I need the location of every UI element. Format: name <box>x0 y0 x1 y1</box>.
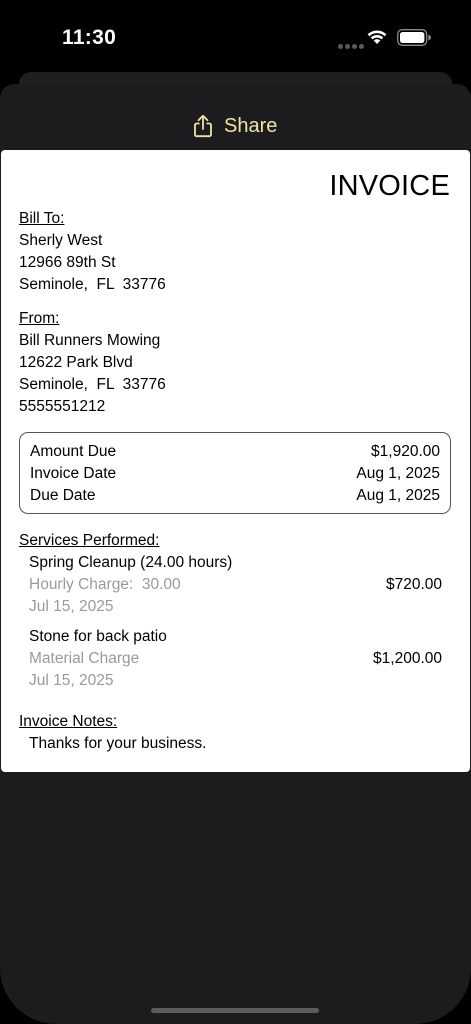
home-indicator[interactable] <box>151 1008 319 1013</box>
service-item <box>29 626 442 692</box>
bill-to-street: 12966 89th St <box>19 254 116 271</box>
service-charge: Hourly Charge: 30.00 <box>29 576 181 593</box>
summary-label: Due Date <box>30 487 96 504</box>
service-item <box>29 552 442 618</box>
bill-to-section <box>19 208 166 296</box>
summary-value: $1,920.00 <box>371 443 440 460</box>
wifi-icon <box>366 28 388 45</box>
service-amount: $1,200.00 <box>373 650 442 667</box>
share-icon <box>192 114 214 138</box>
battery-icon <box>397 29 431 46</box>
bill-to-name: Sherly West <box>19 232 103 249</box>
cellular-signal-icon <box>338 36 366 54</box>
from-name: Bill Runners Mowing <box>19 332 161 349</box>
bill-to-heading: Bill To: <box>19 210 65 227</box>
bill-to-city: Seminole, FL 33776 <box>19 276 166 293</box>
summary-value: Aug 1, 2025 <box>356 465 440 482</box>
service-amount: $720.00 <box>385 576 442 593</box>
service-date: Jul 15, 2025 <box>29 598 114 615</box>
summary-label: Invoice Date <box>30 465 117 482</box>
share-label: Share <box>224 114 278 137</box>
from-city: Seminole, FL 33776 <box>19 376 166 393</box>
from-heading: From: <box>19 310 60 327</box>
summary-row-due-date <box>30 485 440 507</box>
status-bar <box>0 0 471 74</box>
invoice-summary-box <box>19 432 451 514</box>
notes-heading: Invoice Notes: <box>19 713 118 730</box>
notes-text: Thanks for your business. <box>29 735 207 752</box>
services-heading <box>19 530 159 552</box>
service-charge: Material Charge <box>29 650 140 667</box>
summary-row-invoice-date <box>30 463 440 485</box>
invoice-title: INVOICE <box>329 170 450 202</box>
summary-value: Aug 1, 2025 <box>356 487 440 504</box>
service-date: Jul 15, 2025 <box>29 672 114 689</box>
service-title: Spring Cleanup (24.00 hours) <box>29 554 233 571</box>
from-section <box>19 308 166 418</box>
share-button[interactable] <box>192 112 277 140</box>
from-phone: 5555551212 <box>19 398 106 415</box>
summary-row-amount-due <box>30 441 440 463</box>
status-time: 11:30 <box>62 26 117 49</box>
service-title: Stone for back patio <box>29 628 167 645</box>
notes-section <box>19 711 206 755</box>
summary-label: Amount Due <box>30 443 117 460</box>
invoice-document <box>1 150 470 772</box>
services-heading-text: Services Performed: <box>19 532 160 549</box>
from-street: 12622 Park Blvd <box>19 354 133 371</box>
